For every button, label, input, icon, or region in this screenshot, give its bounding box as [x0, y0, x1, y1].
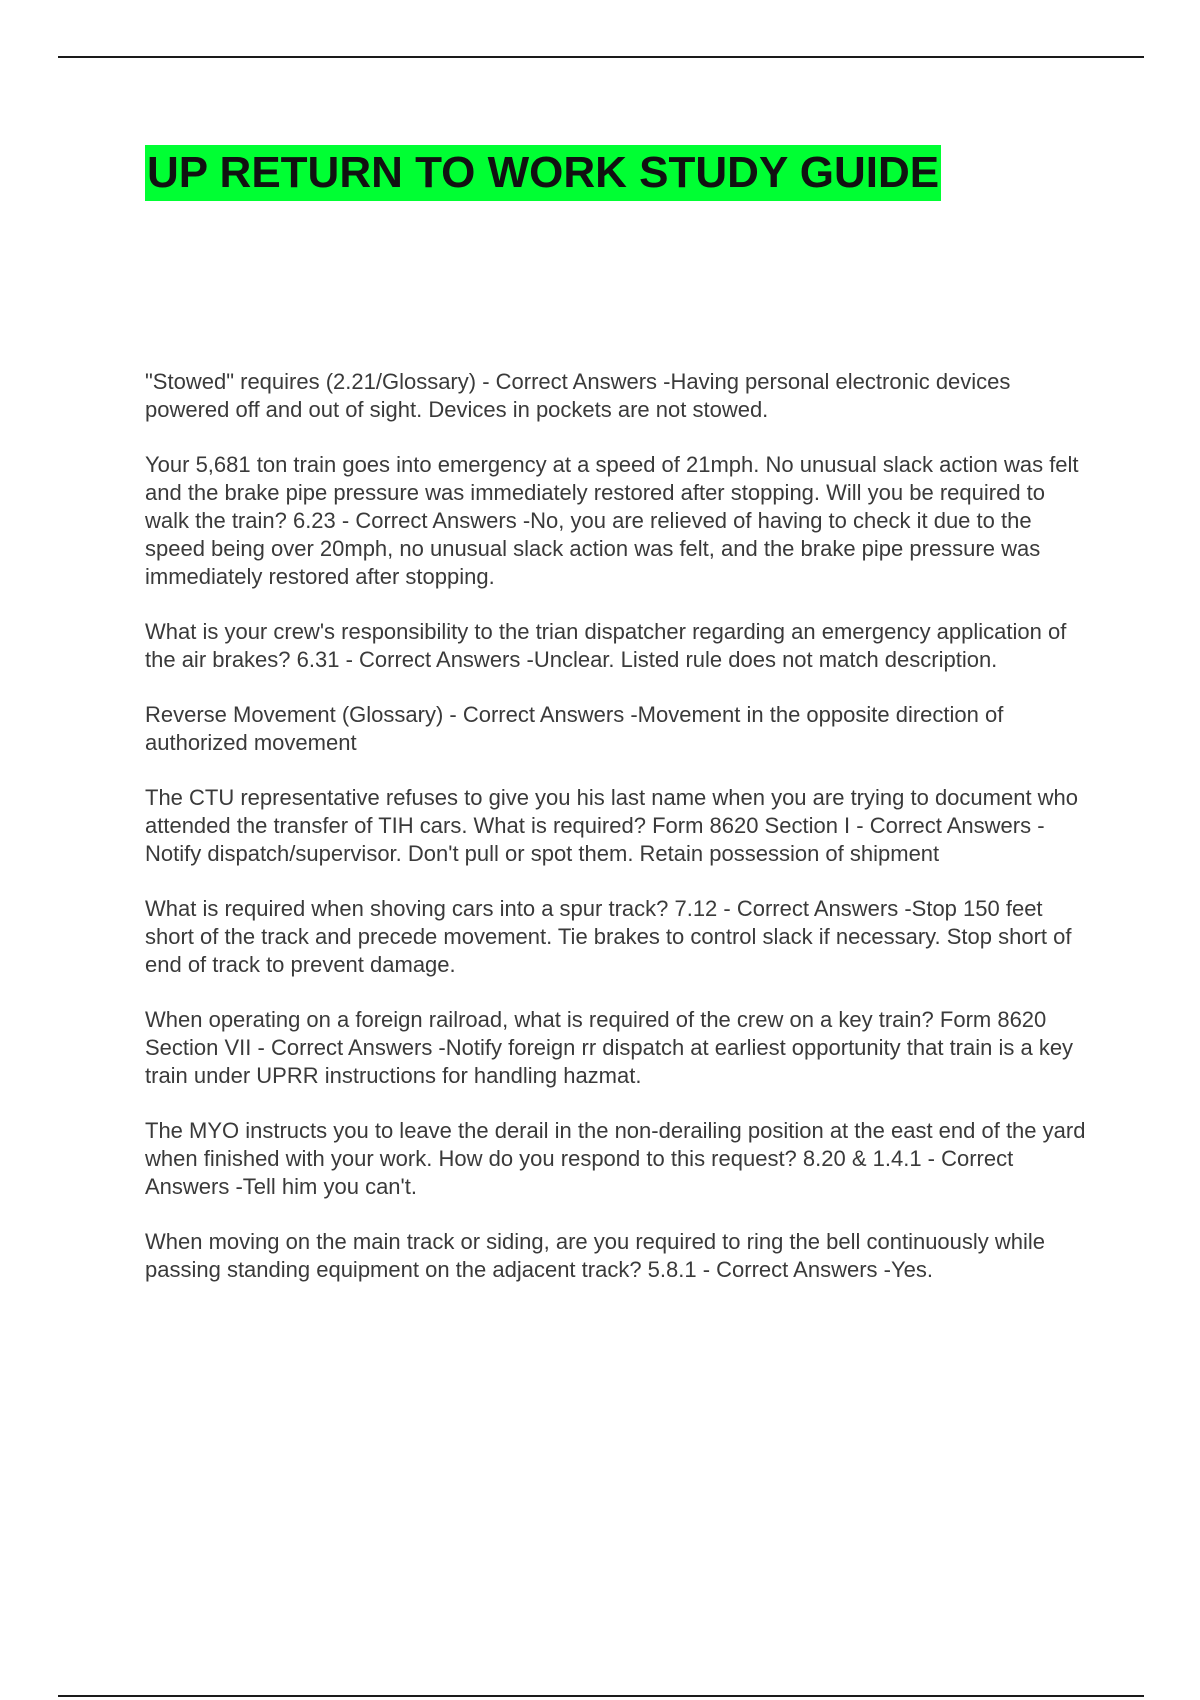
qa-entry — [145, 701, 1095, 757]
qa-entry — [145, 618, 1095, 674]
qa-entry — [145, 368, 1095, 424]
qa-entry-text: When operating on a foreign railroad, what is required of the crew on a key train? Form 8620 Section VII - Correct Answers -Notify foreign rr dispatch at earliest opportunity that train is a key train under UPRR instructions for handling hazmat. — [145, 1007, 1074, 1088]
qa-entry — [145, 784, 1095, 868]
page-title: UP RETURN TO WORK STUDY GUIDE — [145, 145, 941, 201]
bottom-rule — [58, 1695, 1144, 1697]
qa-entry — [145, 1117, 1095, 1201]
qa-entry-text: Reverse Movement (Glossary) - Correct Answers -Movement in the opposite direction of authorized movement — [145, 702, 1004, 755]
qa-entry-text: What is your crew's responsibility to the trian dispatcher regarding an emergency application of the air brakes? 6.31 - Correct Answers -Unclear. Listed rule does not match description. — [145, 619, 1067, 672]
qa-entry — [145, 1006, 1095, 1090]
qa-entry-text: The MYO instructs you to leave the derail in the non-derailing position at the east end of the yard when finished with your work. How do you respond to this request? 8.20 & 1.4.1 - Correct Answers -Tell him you can't. — [145, 1118, 1086, 1199]
qa-entry-text: The CTU representative refuses to give you his last name when you are trying to document who attended the transfer of TIH cars. What is required? Form 8620 Section I - Correct Answers -Notify dispatch/supervisor. Don't pull or spot them. Retain possession of shipment — [145, 785, 1079, 866]
qa-entry — [145, 451, 1095, 591]
qa-entry — [145, 895, 1095, 979]
qa-entry — [145, 1228, 1095, 1284]
qa-entry-text: Your 5,681 ton train goes into emergency at a speed of 21mph. No unusual slack action was felt and the brake pipe pressure was immediately restored after stopping. Will you be required to walk the train? 6.23 - Correct Answers -No, you are relieved of having to check it due to the speed being over 20mph, no unusual slack action was felt, and the brake pipe pressure was immediately restored after stopping. — [145, 452, 1079, 589]
qa-list — [145, 368, 1095, 1311]
title-block — [145, 145, 941, 201]
top-rule — [58, 56, 1144, 58]
qa-entry-text: "Stowed" requires (2.21/Glossary) - Correct Answers -Having personal electronic devices powered off and out of sight. Devices in pockets are not stowed. — [145, 369, 1011, 422]
qa-entry-text: When moving on the main track or siding, are you required to ring the bell continuously while passing standing equipment on the adjacent track? 5.8.1 - Correct Answers -Yes. — [145, 1229, 1046, 1282]
qa-entry-text: What is required when shoving cars into a spur track? 7.12 - Correct Answers -Stop 150 feet short of the track and precede movement. Tie brakes to control slack if necessary. Stop short of end of track to prevent damage. — [145, 896, 1072, 977]
